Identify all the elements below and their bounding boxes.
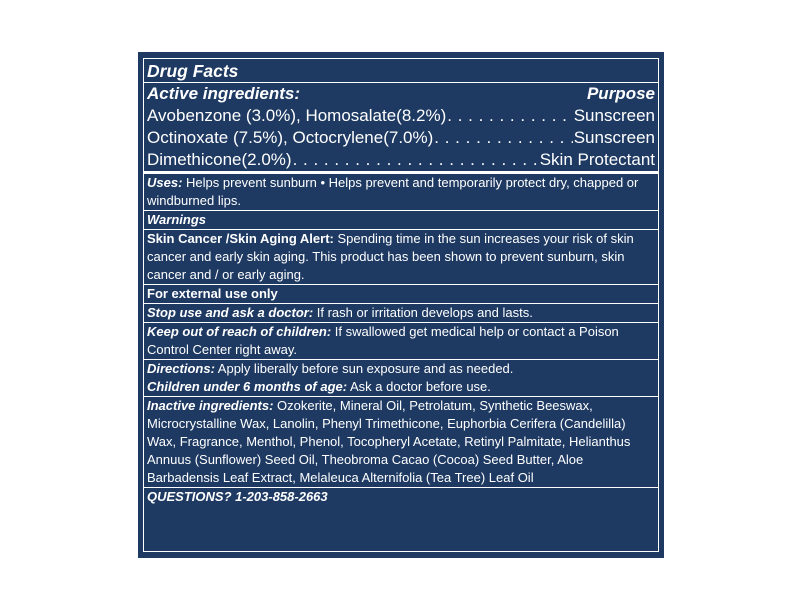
stop-use-label: Stop use and ask a doctor:: [147, 305, 314, 320]
external-use-label: For external use only: [147, 286, 278, 301]
active-ingredients-section: [144, 83, 658, 174]
skin-alert-label: Skin Cancer /Skin Aging Alert:: [147, 231, 334, 246]
leader-dots: [434, 127, 572, 149]
uses-section: [144, 174, 658, 211]
warnings-label: Warnings: [147, 212, 206, 227]
directions-line: [147, 360, 655, 378]
external-use-section: [144, 285, 658, 304]
inactive-text: Ozokerite, Mineral Oil, Petrolatum, Synthetic Beeswax, Microcrystalline Wax, Lanolin, Phenyl Trimethicone, Euphorbia Cerifera (Candelilla) Wax, Fragrance, Menthol, Phenol, Tocopheryl Acetate, Retinyl Palmitate, Helianthus Annuus (Sunflower) Seed Oil, Theobroma Cacao (Cocoa) Seed Butter, Aloe Barbadensis Leaf Extract, Melaleuca Alternifolia (Tea Tree) Leaf Oil: [147, 398, 631, 485]
stop-use-text: If rash or irritation develops and lasts.: [313, 305, 533, 320]
children-line: [147, 378, 655, 396]
active-ingredient-purpose: Sunscreen: [573, 106, 655, 125]
children-label: Children under 6 months of age:: [147, 379, 348, 394]
stop-use-section: [144, 304, 658, 323]
questions-text: QUESTIONS? 1-203-858-2663: [147, 489, 328, 504]
active-ingredients-header: [147, 83, 655, 105]
skin-alert-section: [144, 230, 658, 285]
children-text: Ask a doctor before use.: [347, 379, 491, 394]
skin-alert-text: Spending time in the sun increases your risk of skin cancer and early skin aging. This product has been shown to prevent sunburn, skin cancer and / or early aging.: [147, 231, 634, 282]
keep-out-section: [144, 323, 658, 360]
active-ingredient-name: Dimethicone(2.0%): [147, 150, 292, 169]
active-ingredient-name: Avobenzone (3.0%), Homosalate(8.2%): [147, 106, 447, 125]
purpose-heading: Purpose: [586, 84, 655, 103]
active-ingredient-row: [147, 105, 655, 127]
drug-facts-title: Drug Facts: [144, 59, 658, 83]
leader-dots: [447, 105, 572, 127]
directions-text: Apply liberally before sun exposure and as needed.: [214, 361, 514, 376]
active-ingredient-row: [147, 127, 655, 149]
uses-label: Uses:: [147, 175, 183, 190]
active-ingredients-heading: Active ingredients:: [147, 84, 301, 103]
active-ingredient-name: Octinoxate (7.5%), Octocrylene(7.0%): [147, 128, 434, 147]
active-ingredient-row: [147, 149, 655, 171]
active-ingredient-purpose: Skin Protectant: [539, 150, 655, 169]
warnings-heading: [144, 211, 658, 230]
questions-section: [144, 488, 658, 506]
drug-facts-panel: [138, 52, 664, 558]
keep-out-text: If swallowed get medical help or contact a Poison Control Center right away.: [147, 324, 619, 357]
drug-facts-frame: [143, 58, 659, 552]
directions-section: [144, 360, 658, 397]
uses-text: Helps prevent sunburn • Helps prevent and temporarily protect dry, chapped or windburned lips.: [147, 175, 639, 208]
inactive-label: Inactive ingredients:: [147, 398, 274, 413]
active-ingredient-purpose: Sunscreen: [573, 128, 655, 147]
directions-label: Directions:: [147, 361, 215, 376]
inactive-ingredients-section: [144, 397, 658, 488]
keep-out-label: Keep out of reach of children:: [147, 324, 332, 339]
leader-dots: [293, 149, 539, 171]
